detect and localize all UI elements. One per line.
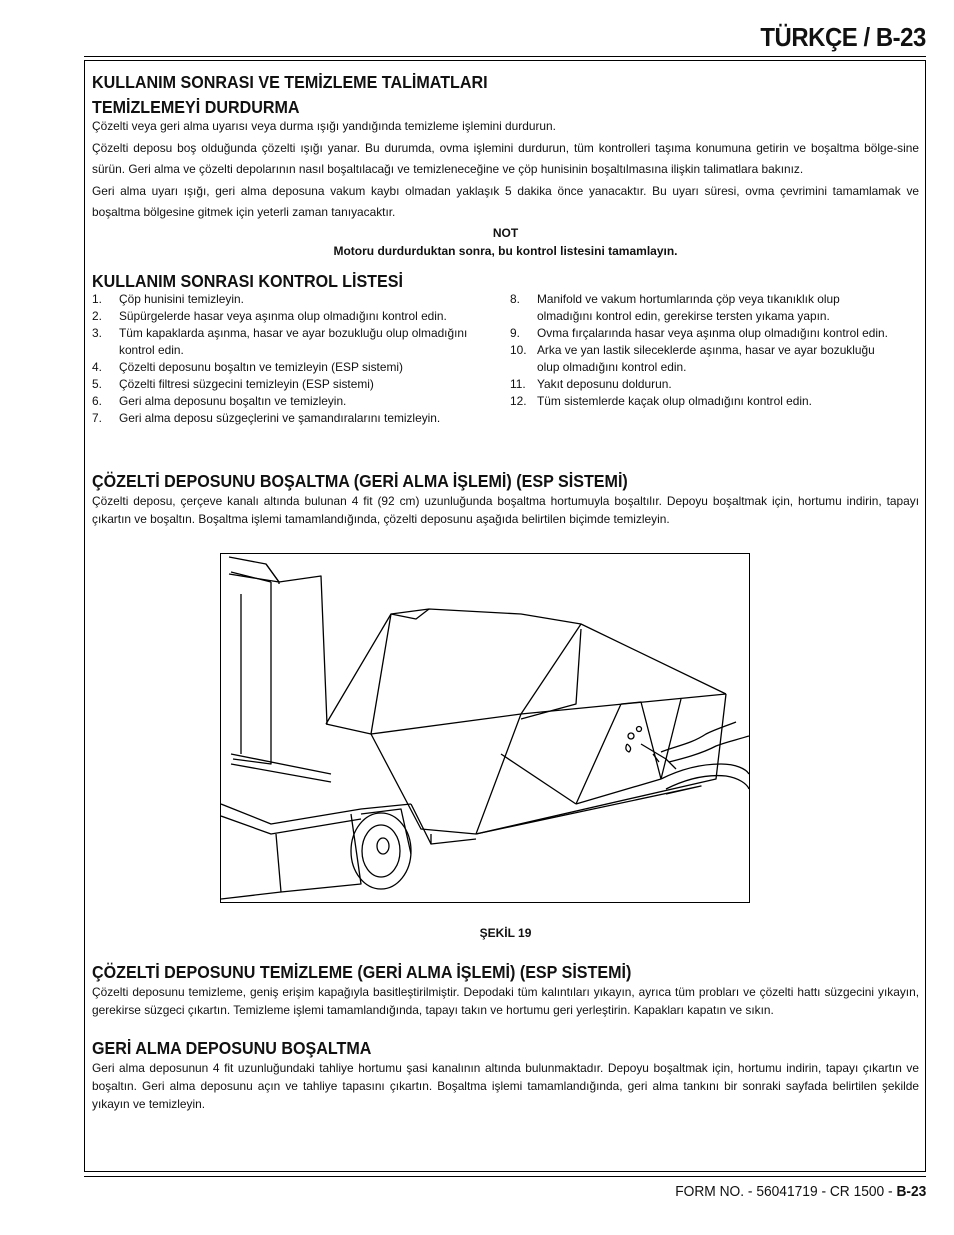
list-item: 5. Çözelti filtresi süzgecini temizleyin (ESP sistemi) — [92, 377, 374, 391]
checklist-title: KULLANIM SONRASI KONTROL LİSTESİ — [92, 271, 403, 291]
checklist-right-column — [510, 291, 890, 410]
section-title-post-use: KULLANIM SONRASI VE TEMİZLEME TALİMATLARI — [92, 72, 488, 92]
paragraph-drain-recovery: Geri alma deposunun 4 fit uzunluğundaki tahliye hortumu şasi kanalının altında bulunmaktadır. Depoyu boşaltmak için, hortumu indirin, tapayı çıkartın ve boşaltın. Geri alma deposunu açın ve tahliye tapasını çıkartın. Boşaltma işlemi tamamlandığında, geri alma tankını bir sonraki sayfada belirtilen şekilde yıkayın ve temizleyin. — [92, 1061, 919, 1111]
section-drain-recovery — [92, 1038, 919, 1113]
list-item: 3. Tüm kapaklarda aşınma, hasar ve ayar bozukluğu olup olmadığını kontrol edin. — [92, 326, 468, 357]
footer — [675, 1184, 926, 1200]
paragraph-drain-solution: Çözelti deposu, çerçeve kanalı altında bulunan 4 fit (92 cm) uzunluğunda boşaltma hortumuyla boşaltılır. Depoyu boşaltmak için, hortumu indirin, tapayı çıkartın ve boşaltın. Boşaltma işlemi tamamlandığında, çözelti deposunu aşağıda belirtilen biçimde temizleyin. — [92, 494, 919, 526]
section-checklist — [92, 271, 919, 292]
list-item: 7. Geri alma deposu süzgeçlerini ve şamandıralarını temizleyin. — [92, 411, 441, 425]
section-drain-solution — [92, 471, 919, 528]
figure-19-illustration — [220, 553, 750, 903]
section-stop-cleaning — [92, 72, 919, 260]
paragraph-solution-light: Çözelti deposu boş olduğunda çözelti ışığı yanar. Bu durumda, ovma işlemini durdurun, tüm kontrolleri taşıma konumuna getirin ve boşaltma bölge-sine sürün. Geri alma ve çözelti depolarının nasıl boşaltılacağı ve temizleneceğine ve çöp hunisinin boşaltılmasına ilişkin talimatlara bakınız. — [92, 141, 919, 176]
section-title-drain-solution: ÇÖZELTİ DEPOSUNU BOŞALTMA (GERİ ALMA İŞLEMİ) (ESP SİSTEMİ) — [92, 471, 628, 491]
list-item: 6. Geri alma deposunu boşaltın ve temizleyin. — [92, 394, 347, 408]
checklist-left-column — [92, 291, 497, 427]
footer-page-label: B-23 — [896, 1184, 926, 1200]
note-text: Motoru durdurduktan sonra, bu kontrol listesini tamamlayın. — [333, 244, 678, 258]
paragraph-recovery-light: Geri alma uyarı ışığı, geri alma deposuna vakum kaybı olmadan yaklaşık 5 dakika önce yanacaktır. Bu uyarı süresi, ovma çevrimini tamamlamak ve boşaltma bölgesine gitmek için yeterli zaman tanıyacaktır. — [92, 184, 919, 219]
section-title-drain-recovery: GERİ ALMA DEPOSUNU BOŞALTMA — [92, 1038, 372, 1058]
footer-form-number: FORM NO. - 56041719 - CR 1500 - — [674, 1184, 897, 1200]
list-item: 8. Manifold ve vakum hortumlarında çöp veya tıkanıklık olup olmadığını kontrol edin, gerekirse tersten yıkama yapın. — [510, 292, 840, 323]
paragraph-stop: Çözelti veya geri alma uyarısı veya durma ışığı yandığında temizleme işlemini durdurun. — [92, 119, 556, 133]
list-item: 12. Tüm sistemlerde kaçak olup olmadığını kontrol edin. — [510, 394, 812, 408]
list-item: 1. Çöp hunisini temizleyin. — [92, 292, 244, 306]
list-item: 10. Arka ve yan lastik sileceklerde aşınma, hasar ve ayar bozukluğu olup olmadığını kontrol edin. — [510, 343, 875, 374]
section-clean-solution — [92, 962, 919, 1019]
header-rule — [84, 56, 926, 57]
figure-caption: ŞEKİL 19 — [479, 926, 532, 940]
paragraph-clean-solution: Çözelti deposunu temizleme, geniş erişim kapağıyla basitleştirilmiştir. Depodaki tüm kalıntıları yıkayın, ayrıca tüm probları ve çözelti hattı süzgecini yıkayın, gerekirse süzgeci çıkartın. Temizleme işlemi tamamlandığında, tapayı takın ve hortumu geri yerleştirin. Kapakları kapatın ve sıkın. — [92, 985, 919, 1017]
note-title: NOT — [492, 226, 519, 240]
section-title-clean-solution: ÇÖZELTİ DEPOSUNU TEMİZLEME (GERİ ALMA İŞLEMİ) (ESP SİSTEMİ) — [92, 962, 632, 982]
list-item: 9. Ovma fırçalarında hasar veya aşınma olup olmadığını kontrol edin. — [510, 326, 888, 340]
section-title-stop-cleaning: TEMİZLEMEYİ DURDURMA — [92, 97, 300, 117]
list-item: 2. Süpürgelerde hasar veya aşınma olup olmadığını kontrol edin. — [92, 309, 447, 323]
list-item: 4. Çözelti deposunu boşaltın ve temizleyin (ESP sistemi) — [92, 360, 403, 374]
page-title: TÜRKÇE / B-23 — [760, 22, 926, 52]
footer-rule — [84, 1176, 926, 1177]
list-item: 11. Yakıt deposunu doldurun. — [510, 377, 672, 391]
